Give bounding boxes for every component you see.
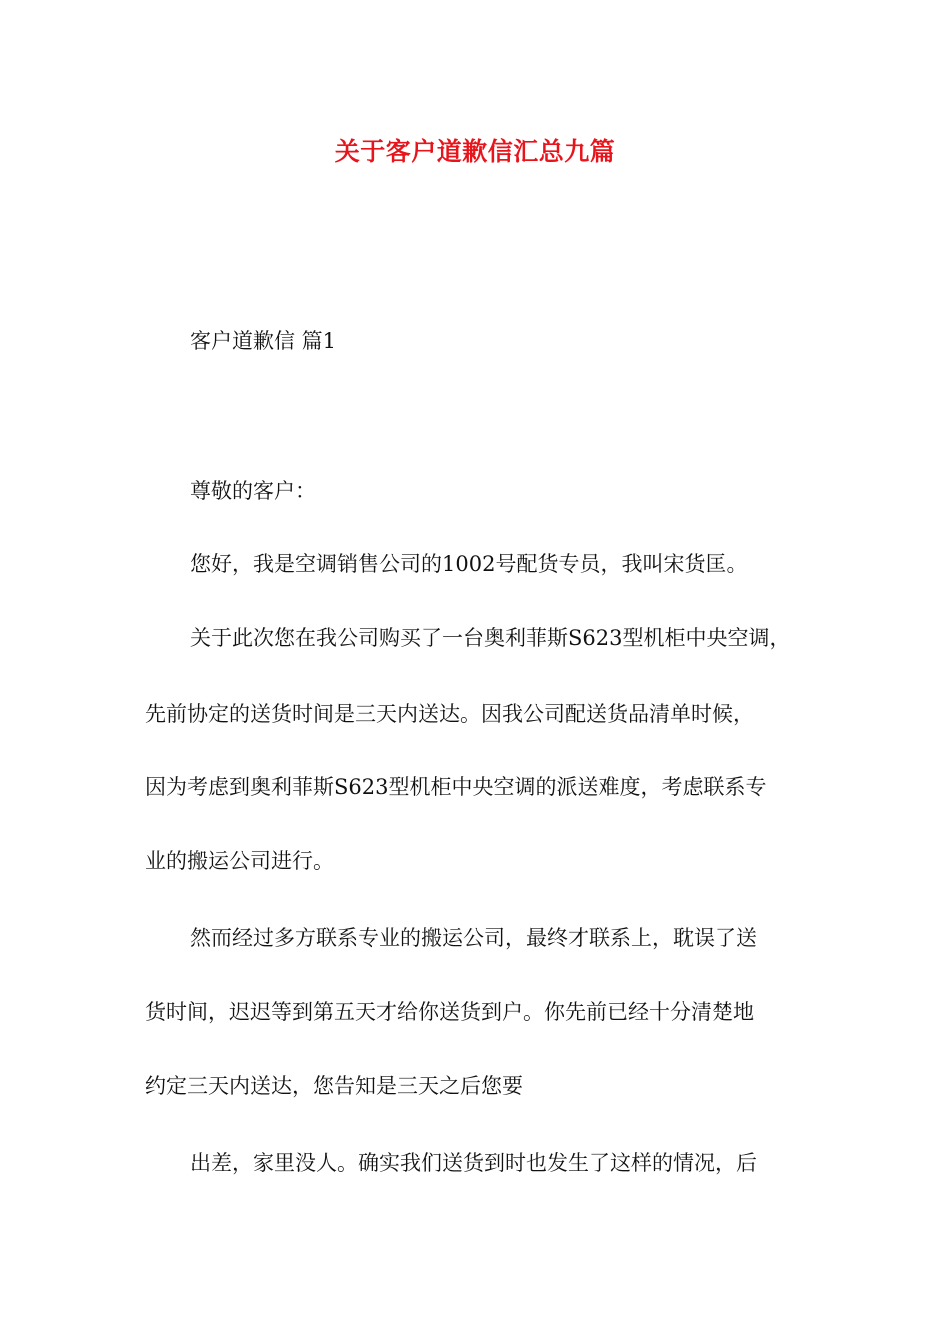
- body-line-9: 出差，家里没人。确实我们送货到时也发生了这样的情况，后: [190, 1151, 757, 1175]
- body-line-4: 因为考虑到奥利菲斯S623型机柜中央空调的派送难度，考虑联系专: [145, 775, 767, 799]
- body-line-1: 您好，我是空调销售公司的1002号配货专员，我叫宋货匡。: [190, 552, 748, 576]
- body-line-7: 货时间，迟迟等到第五天才给你送货到户。你先前已经十分清楚地: [145, 1000, 754, 1024]
- body-line-2: 关于此次您在我公司购买了一台奥利菲斯S623型机柜中央空调，: [190, 626, 791, 650]
- body-line-6: 然而经过多方联系专业的搬运公司，最终才联系上，耽误了送: [190, 926, 757, 950]
- body-line-8: 约定三天内送达，您告知是三天之后您要: [145, 1074, 523, 1098]
- body-line-3: 先前协定的送货时间是三天内送达。因我公司配送货品清单时候，: [145, 702, 754, 726]
- section-heading: 客户道歉信 篇1: [190, 329, 337, 353]
- salutation: 尊敬的客户：: [190, 479, 316, 503]
- document-title: 关于客户道歉信汇总九篇: [334, 137, 616, 166]
- body-line-5: 业的搬运公司进行。: [145, 849, 334, 873]
